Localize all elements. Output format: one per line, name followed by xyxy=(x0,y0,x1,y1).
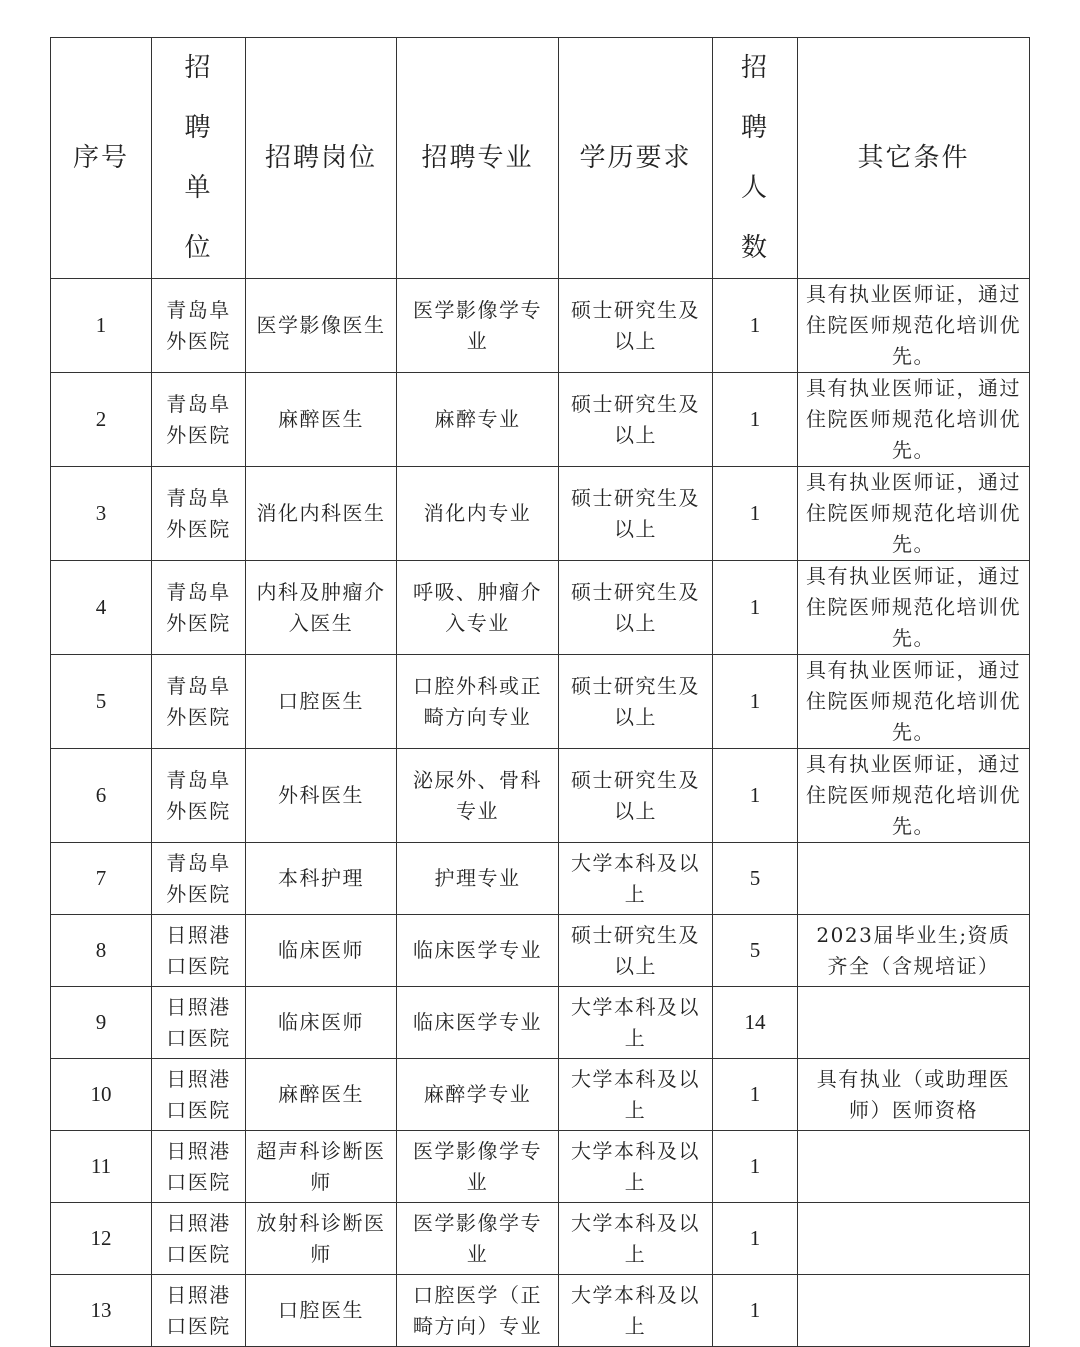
cell-other-conditions: 具有执业医师证，通过住院医师规范化培训优先。 xyxy=(798,749,1030,843)
table-row xyxy=(51,655,1030,749)
cell-employer: 青岛阜外医院 xyxy=(152,749,246,843)
cell-other-conditions: 具有执业医师证，通过住院医师规范化培训优先。 xyxy=(798,467,1030,561)
cell-education: 大学本科及以上 xyxy=(559,1131,713,1203)
cell-other-conditions: 具有执业医师证，通过住院医师规范化培训优先。 xyxy=(798,279,1030,373)
cell-other-conditions: 2023届毕业生;资质齐全（含规培证） xyxy=(798,915,1030,987)
header-major: 招聘专业 xyxy=(397,38,559,279)
cell-position: 临床医师 xyxy=(246,915,397,987)
cell-position: 超声科诊断医师 xyxy=(246,1131,397,1203)
cell-other-conditions xyxy=(798,843,1030,915)
table-body xyxy=(51,279,1030,1347)
cell-other-conditions xyxy=(798,1275,1030,1347)
cell-employer: 青岛阜外医院 xyxy=(152,279,246,373)
cell-headcount: 5 xyxy=(713,843,798,915)
cell-index: 4 xyxy=(51,561,152,655)
table-row xyxy=(51,1131,1030,1203)
cell-index: 6 xyxy=(51,749,152,843)
cell-employer: 青岛阜外医院 xyxy=(152,373,246,467)
cell-major: 呼吸、肿瘤介入专业 xyxy=(397,561,559,655)
header-headcount: 招聘人数 xyxy=(713,38,798,279)
header-employer: 招聘单位 xyxy=(152,38,246,279)
cell-major: 医学影像学专业 xyxy=(397,279,559,373)
cell-education: 硕士研究生及以上 xyxy=(559,279,713,373)
header-education: 学历要求 xyxy=(559,38,713,279)
cell-position: 内科及肿瘤介入医生 xyxy=(246,561,397,655)
cell-education: 大学本科及以上 xyxy=(559,987,713,1059)
cell-education: 大学本科及以上 xyxy=(559,1059,713,1131)
header-other-conditions: 其它条件 xyxy=(798,38,1030,279)
table-row xyxy=(51,1203,1030,1275)
cell-index: 13 xyxy=(51,1275,152,1347)
recruitment-table xyxy=(50,37,1030,1347)
cell-employer: 青岛阜外医院 xyxy=(152,561,246,655)
table-row xyxy=(51,843,1030,915)
table-header-row xyxy=(51,38,1030,279)
cell-employer: 日照港口医院 xyxy=(152,1131,246,1203)
cell-major: 护理专业 xyxy=(397,843,559,915)
cell-position: 口腔医生 xyxy=(246,1275,397,1347)
cell-other-conditions xyxy=(798,987,1030,1059)
cell-other-conditions: 具有执业（或助理医师）医师资格 xyxy=(798,1059,1030,1131)
cell-employer: 青岛阜外医院 xyxy=(152,843,246,915)
cell-headcount: 5 xyxy=(713,915,798,987)
cell-education: 硕士研究生及以上 xyxy=(559,749,713,843)
cell-position: 麻醉医生 xyxy=(246,1059,397,1131)
table-row xyxy=(51,279,1030,373)
cell-headcount: 1 xyxy=(713,467,798,561)
cell-education: 硕士研究生及以上 xyxy=(559,561,713,655)
cell-other-conditions xyxy=(798,1131,1030,1203)
cell-headcount: 1 xyxy=(713,1131,798,1203)
table-row xyxy=(51,1059,1030,1131)
cell-other-conditions: 具有执业医师证，通过住院医师规范化培训优先。 xyxy=(798,373,1030,467)
cell-major: 临床医学专业 xyxy=(397,915,559,987)
header-position: 招聘岗位 xyxy=(246,38,397,279)
table-row xyxy=(51,915,1030,987)
cell-position: 消化内科医生 xyxy=(246,467,397,561)
cell-headcount: 1 xyxy=(713,749,798,843)
cell-education: 大学本科及以上 xyxy=(559,843,713,915)
header-index: 序号 xyxy=(51,38,152,279)
cell-position: 医学影像医生 xyxy=(246,279,397,373)
table-row xyxy=(51,373,1030,467)
cell-employer: 青岛阜外医院 xyxy=(152,467,246,561)
cell-headcount: 1 xyxy=(713,373,798,467)
cell-major: 医学影像学专业 xyxy=(397,1203,559,1275)
cell-position: 本科护理 xyxy=(246,843,397,915)
cell-index: 5 xyxy=(51,655,152,749)
cell-headcount: 1 xyxy=(713,1203,798,1275)
cell-headcount: 1 xyxy=(713,655,798,749)
cell-employer: 日照港口医院 xyxy=(152,987,246,1059)
cell-employer: 日照港口医院 xyxy=(152,1275,246,1347)
cell-other-conditions: 具有执业医师证，通过住院医师规范化培训优先。 xyxy=(798,561,1030,655)
cell-index: 2 xyxy=(51,373,152,467)
cell-headcount: 1 xyxy=(713,1275,798,1347)
cell-other-conditions: 具有执业医师证，通过住院医师规范化培训优先。 xyxy=(798,655,1030,749)
cell-employer: 日照港口医院 xyxy=(152,1203,246,1275)
cell-headcount: 1 xyxy=(713,1059,798,1131)
table-row xyxy=(51,561,1030,655)
cell-education: 硕士研究生及以上 xyxy=(559,655,713,749)
table-row xyxy=(51,1275,1030,1347)
cell-employer: 日照港口医院 xyxy=(152,1059,246,1131)
table-row xyxy=(51,467,1030,561)
cell-major: 口腔医学（正畸方向）专业 xyxy=(397,1275,559,1347)
cell-position: 口腔医生 xyxy=(246,655,397,749)
cell-index: 12 xyxy=(51,1203,152,1275)
cell-major: 医学影像学专业 xyxy=(397,1131,559,1203)
cell-index: 1 xyxy=(51,279,152,373)
cell-headcount: 1 xyxy=(713,279,798,373)
cell-major: 口腔外科或正畸方向专业 xyxy=(397,655,559,749)
cell-index: 11 xyxy=(51,1131,152,1203)
cell-index: 9 xyxy=(51,987,152,1059)
cell-major: 消化内专业 xyxy=(397,467,559,561)
cell-headcount: 14 xyxy=(713,987,798,1059)
cell-major: 临床医学专业 xyxy=(397,987,559,1059)
cell-position: 临床医师 xyxy=(246,987,397,1059)
cell-position: 放射科诊断医师 xyxy=(246,1203,397,1275)
cell-major: 麻醉学专业 xyxy=(397,1059,559,1131)
table-row xyxy=(51,987,1030,1059)
cell-position: 麻醉医生 xyxy=(246,373,397,467)
cell-education: 大学本科及以上 xyxy=(559,1275,713,1347)
table-row xyxy=(51,749,1030,843)
cell-position: 外科医生 xyxy=(246,749,397,843)
cell-other-conditions xyxy=(798,1203,1030,1275)
cell-major: 泌尿外、骨科专业 xyxy=(397,749,559,843)
cell-index: 8 xyxy=(51,915,152,987)
cell-employer: 青岛阜外医院 xyxy=(152,655,246,749)
cell-education: 硕士研究生及以上 xyxy=(559,915,713,987)
cell-index: 3 xyxy=(51,467,152,561)
cell-education: 硕士研究生及以上 xyxy=(559,373,713,467)
cell-major: 麻醉专业 xyxy=(397,373,559,467)
cell-education: 硕士研究生及以上 xyxy=(559,467,713,561)
cell-index: 10 xyxy=(51,1059,152,1131)
cell-education: 大学本科及以上 xyxy=(559,1203,713,1275)
cell-index: 7 xyxy=(51,843,152,915)
cell-employer: 日照港口医院 xyxy=(152,915,246,987)
cell-headcount: 1 xyxy=(713,561,798,655)
